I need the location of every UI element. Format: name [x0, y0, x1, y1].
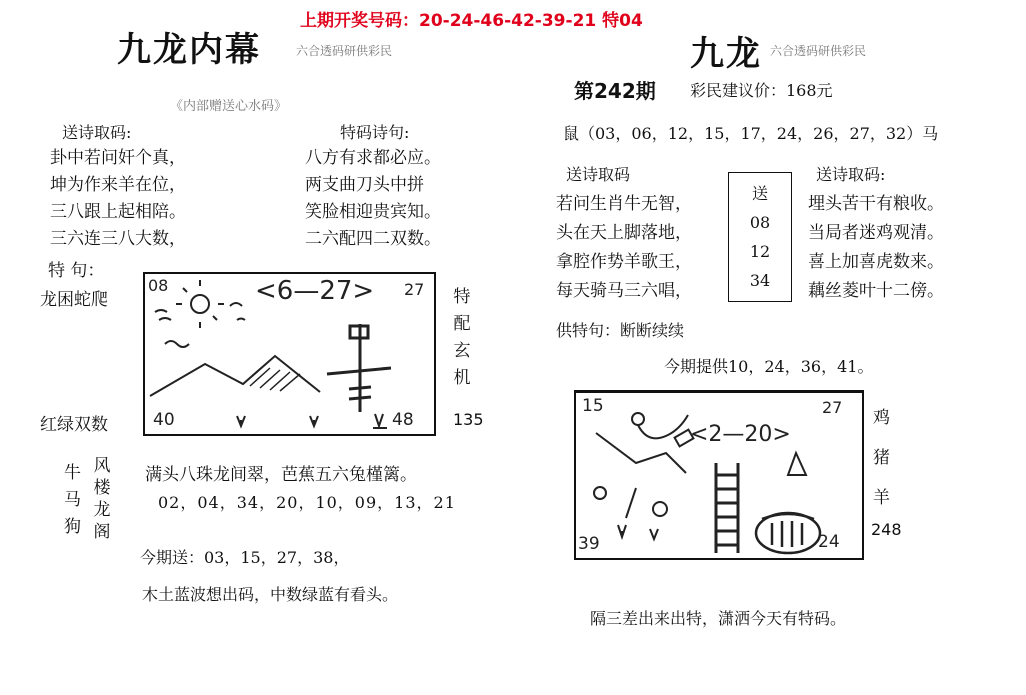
vertical-char: 特 [453, 287, 471, 307]
grass-icon [650, 529, 658, 539]
left-tower-text [92, 455, 112, 543]
left-poem-line: 三六连三八大数， [50, 229, 186, 249]
vertical-char: 楼 [93, 478, 111, 498]
right-poem-right [808, 190, 944, 306]
right-number-248: 248 [871, 520, 902, 539]
send-box-number: 34 [749, 271, 771, 290]
wind-icon [155, 310, 171, 320]
send-numbers-box [728, 172, 792, 302]
bird-icon [230, 303, 245, 320]
left-red-green: 红绿双数 [40, 415, 108, 435]
left-poem-line: 坤为作来羊在位， [50, 175, 186, 195]
left-number-135: 135 [453, 410, 484, 429]
animal-label: 狗 [64, 517, 81, 537]
right-poem-line: 埋头苦干有粮收。 [808, 194, 944, 214]
right-poem-line: 当局者迷鸡观清。 [808, 223, 944, 243]
sword-icon [327, 324, 391, 412]
right-img-num-tr: 27 [822, 398, 843, 417]
left-animals [64, 460, 81, 541]
vertical-char: 龙 [93, 500, 111, 520]
left-subheading: 《内部赠送心水码》 [170, 99, 288, 114]
left-img-num-br: 48 [392, 410, 414, 430]
right-poem-heading-left: 送诗取码 [566, 165, 631, 184]
left-title-sub: 六合透码研供彩民 [296, 44, 393, 58]
figure-icon [594, 413, 693, 518]
vertical-char: 玄 [453, 341, 471, 361]
ladder-icon [716, 463, 738, 553]
right-img-center: <2—20> [690, 422, 791, 447]
left-img-num-tr: 27 [404, 280, 425, 299]
right-poem-line: 喜上加喜虎数来。 [808, 252, 944, 272]
left-poem-line: 三八跟上起相陪。 [50, 202, 186, 222]
left-img-num-tl: 08 [148, 276, 169, 295]
right-side-animals [873, 398, 890, 518]
send-box-number: 08 [749, 213, 771, 232]
grass-icon [618, 525, 626, 537]
left-img-num-bl: 40 [153, 410, 175, 430]
right-poem-line: 头在天上脚落地， [556, 223, 692, 243]
left-vertical-text [452, 284, 472, 392]
right-special: 供特句：断断续续 [556, 321, 685, 340]
vertical-char: 配 [453, 314, 471, 334]
right-poem-heading-right: 送诗取码: [816, 165, 886, 184]
send-box-number: 12 [749, 242, 771, 261]
left-tema-heading: 特码诗句: [340, 123, 410, 142]
right-today: 今期提供10，24，36，41。 [664, 357, 874, 376]
left-tema-line: 八方有求都必应。 [305, 148, 441, 168]
right-poem-line: 拿腔作势羊歌王， [556, 252, 692, 272]
suggested-price: 彩民建议价：168元 [690, 81, 833, 100]
vertical-char: 风 [93, 456, 111, 476]
right-poem-left [556, 190, 692, 306]
grass-icon [310, 416, 318, 426]
left-numbers-line: 02，04，34，20，10，09，13，21 [158, 493, 456, 512]
left-tema-line: 两支曲刀头中拼 [305, 175, 424, 195]
right-img-num-br: 24 [818, 532, 840, 552]
vertical-char: 机 [453, 368, 471, 388]
mountain-icon [150, 356, 320, 396]
sun-icon [176, 280, 224, 328]
vertical-char: 阁 [93, 522, 111, 542]
right-bottom-text: 隔三差出来出特，潇洒今天有特码。 [590, 609, 847, 628]
left-today: 今期送：03，15，27，38， [140, 548, 350, 567]
grass-icon [237, 416, 245, 426]
right-poem-line: 每天骑马三六唱， [556, 281, 692, 301]
left-side-text: 龙困蛇爬 [40, 290, 108, 310]
basket-icon [756, 513, 820, 553]
animal-label: 牛 [64, 463, 81, 483]
wave-icon [165, 341, 189, 347]
right-title: 九龙 [690, 34, 762, 74]
left-tema-lines [305, 145, 441, 253]
animal-label: 马 [64, 490, 81, 510]
animal-label: 猪 [873, 448, 890, 468]
zodiac-line: 鼠（03，06，12，15，17，24，26，27，32）马 [563, 124, 939, 143]
left-poem-lines [50, 145, 186, 253]
left-img-center: <6—27> [255, 276, 375, 306]
left-poem-line: 卦中若问奸个真， [50, 148, 186, 168]
right-poem-line: 若问生肖牛无智， [556, 194, 692, 214]
left-tema-line: 笑脸相迎贵宾知。 [305, 202, 441, 222]
issue-number: 第242期 [574, 79, 656, 103]
left-hint: 木土蓝波想出码，中数绿蓝有看头。 [142, 585, 399, 604]
right-title-sub: 六合透码研供彩民 [770, 44, 867, 58]
send-box-label: 送 [751, 184, 768, 203]
right-img-num-bl: 39 [578, 534, 600, 554]
grass-icon [373, 414, 387, 428]
left-poem2: 满头八珠龙间翠，芭蕉五六兔槿篱。 [145, 465, 417, 485]
right-poem-line: 藕丝菱叶十二傍。 [808, 281, 944, 301]
animal-label: 羊 [873, 488, 890, 508]
left-title: 九龙内幕 [117, 30, 261, 70]
left-poem-heading: 送诗取码: [62, 123, 132, 142]
left-tema-line: 二六配四二双数。 [305, 229, 441, 249]
triangle-icon [788, 453, 806, 475]
last-draw-banner: 上期开奖号码：20-24-46-42-39-21 特04 [300, 11, 643, 31]
left-special-label: 特 句： [48, 261, 105, 281]
animal-label: 鸡 [873, 408, 890, 428]
right-img-num-tl: 15 [582, 396, 604, 416]
